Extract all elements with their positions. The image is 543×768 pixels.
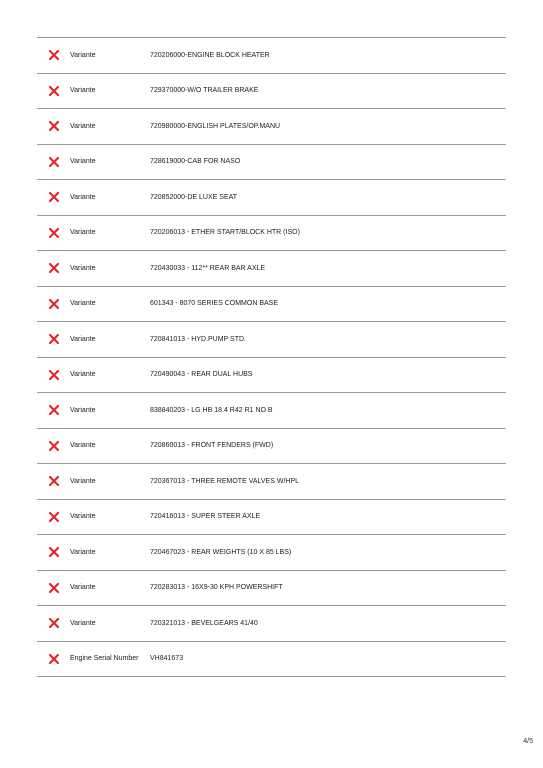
row-value: 720860013 - FRONT FENDERS (FWD) bbox=[150, 442, 274, 450]
row-label: Variante bbox=[70, 442, 96, 450]
spec-table bbox=[37, 37, 506, 677]
page-number: 4/5 bbox=[523, 738, 533, 745]
row-label: Variante bbox=[70, 51, 96, 59]
row-value: 720841013 - HYD.PUMP STD. bbox=[150, 335, 246, 343]
row-value: 720283013 - 16X9-30 KPH POWERSHIFT bbox=[150, 584, 283, 592]
cross-icon bbox=[37, 476, 70, 486]
cross-icon bbox=[37, 583, 70, 593]
table-row bbox=[37, 322, 506, 358]
row-value: VH841673 bbox=[150, 655, 184, 663]
cross-icon bbox=[37, 50, 70, 60]
cross-icon bbox=[37, 512, 70, 522]
cross-icon bbox=[37, 334, 70, 344]
row-value: 720321013 - BEVELGEARS 41/40 bbox=[150, 619, 258, 627]
row-label: Variante bbox=[70, 229, 96, 237]
row-value: 601343 - 8070 SERIES COMMON BASE bbox=[150, 300, 278, 308]
row-value: 729370000-W/O TRAILER BRAKE bbox=[150, 87, 259, 95]
cross-icon bbox=[37, 299, 70, 309]
cross-icon bbox=[37, 370, 70, 380]
table-row bbox=[37, 642, 506, 678]
cross-icon bbox=[37, 121, 70, 131]
row-label: Variante bbox=[70, 264, 96, 272]
row-value: 720467023 - REAR WEIGHTS (10 X 85 LBS) bbox=[150, 548, 292, 556]
table-row bbox=[37, 145, 506, 181]
table-row bbox=[37, 180, 506, 216]
table-row bbox=[37, 464, 506, 500]
table-row bbox=[37, 500, 506, 536]
cross-icon bbox=[37, 405, 70, 415]
row-label: Variante bbox=[70, 406, 96, 414]
row-label: Variante bbox=[70, 477, 96, 485]
table-row bbox=[37, 606, 506, 642]
table-row bbox=[37, 287, 506, 323]
row-value: 720206013 - ETHER START/BLOCK HTR (ISO) bbox=[150, 229, 300, 237]
cross-icon bbox=[37, 86, 70, 96]
cross-icon bbox=[37, 228, 70, 238]
row-value: 720430033 - 112** REAR BAR AXLE bbox=[150, 264, 266, 272]
row-label: Variante bbox=[70, 513, 96, 521]
cross-icon bbox=[37, 654, 70, 664]
row-value: 720980000-ENGLISH PLATES/OP.MANU bbox=[150, 122, 281, 130]
cross-icon bbox=[37, 157, 70, 167]
cross-icon bbox=[37, 192, 70, 202]
cross-icon bbox=[37, 618, 70, 628]
table-row bbox=[37, 535, 506, 571]
row-label: Variante bbox=[70, 158, 96, 166]
row-value: 838840203 - LG HB 18.4 R42 R1 NO B bbox=[150, 406, 273, 414]
row-label: Variante bbox=[70, 193, 96, 201]
row-label: Variante bbox=[70, 619, 96, 627]
row-label: Variante bbox=[70, 300, 96, 308]
table-row bbox=[37, 38, 506, 74]
row-label: Variante bbox=[70, 548, 96, 556]
table-row bbox=[37, 216, 506, 252]
table-row bbox=[37, 251, 506, 287]
row-value: 720852000-DE LUXE SEAT bbox=[150, 193, 238, 201]
row-value: 728619000-CAB FOR NASO bbox=[150, 158, 241, 166]
cross-icon bbox=[37, 547, 70, 557]
row-value: 720416013 - SUPER STEER AXLE bbox=[150, 513, 261, 521]
row-label: Variante bbox=[70, 87, 96, 95]
row-value: 720490043 - REAR DUAL HUBS bbox=[150, 371, 253, 379]
table-row bbox=[37, 358, 506, 394]
table-row bbox=[37, 429, 506, 465]
row-label: Variante bbox=[70, 122, 96, 130]
table-row bbox=[37, 109, 506, 145]
row-label: Variante bbox=[70, 371, 96, 379]
table-row bbox=[37, 393, 506, 429]
cross-icon bbox=[37, 263, 70, 273]
row-value: 720367013 - THREE REMOTE VALVES W/HPL bbox=[150, 477, 300, 485]
row-label: Engine Serial Number bbox=[70, 655, 139, 663]
row-label: Variante bbox=[70, 584, 96, 592]
row-label: Variante bbox=[70, 335, 96, 343]
cross-icon bbox=[37, 441, 70, 451]
table-row bbox=[37, 74, 506, 110]
row-value: 720206000-ENGINE BLOCK HEATER bbox=[150, 51, 270, 59]
table-row bbox=[37, 571, 506, 607]
